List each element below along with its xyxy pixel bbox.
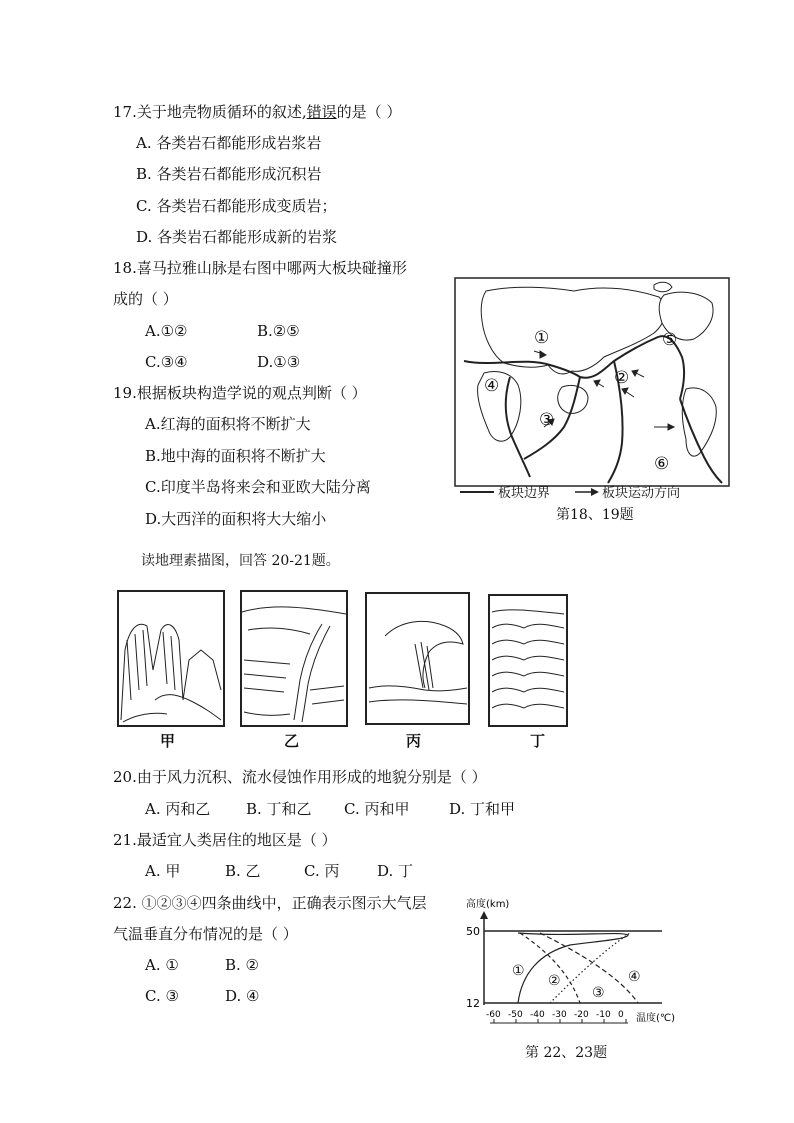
plate-tectonics-map bbox=[454, 277, 730, 487]
q17-stem-underlined: 错误 bbox=[306, 103, 337, 121]
x-tick-label: -20 bbox=[574, 1010, 589, 1020]
q17-option-d[interactable]: D. 各类岩石都能形成新的岩浆 bbox=[136, 228, 338, 246]
q18-option-b[interactable]: B.②⑤ bbox=[257, 322, 300, 340]
q22-stem-line2: 气温垂直分布情况的是（ ） bbox=[113, 925, 298, 943]
curve-label-1: ① bbox=[512, 963, 525, 979]
q20-option-a[interactable]: A. 丙和乙 bbox=[145, 800, 211, 818]
x-tick-label: -40 bbox=[530, 1010, 545, 1020]
q21-option-b[interactable]: B. 乙 bbox=[225, 862, 261, 880]
q21-option-a[interactable]: A. 甲 bbox=[145, 862, 181, 880]
sketch-label-yi: 乙 bbox=[284, 732, 300, 750]
map-legend-boundary: 板块边界 bbox=[498, 486, 551, 501]
curve-2 bbox=[520, 933, 580, 1003]
sketch-ding-image bbox=[488, 594, 568, 727]
map-legend-arrow-icon bbox=[575, 487, 599, 497]
q22-stem-line1: 22. ①②③④四条曲线中，正确表示图示大气层 bbox=[113, 894, 427, 912]
q18-option-d[interactable]: D.①③ bbox=[257, 353, 301, 371]
x-tick-label: 0 bbox=[618, 1010, 624, 1020]
q17-stem bbox=[113, 102, 401, 122]
map-caption: 第18、19题 bbox=[556, 507, 634, 523]
q19-option-c[interactable]: C.印度半岛将来会和亚欧大陆分离 bbox=[145, 478, 371, 496]
q19-option-d[interactable]: D.大西洋的面积将大大缩小 bbox=[145, 510, 327, 528]
q20-stem: 20.由于风力沉积、流水侵蚀作用形成的地貌分别是（ ） bbox=[113, 768, 487, 786]
plate-label: ① bbox=[534, 328, 550, 348]
sketch-label-jia: 甲 bbox=[160, 732, 176, 750]
q20-option-b[interactable]: B. 丁和乙 bbox=[246, 800, 312, 818]
chart-caption: 第 22、23题 bbox=[525, 1045, 608, 1061]
q22-option-c[interactable]: C. ③ bbox=[145, 987, 179, 1005]
q19-option-b[interactable]: B.地中海的面积将不断扩大 bbox=[145, 447, 326, 465]
x-tick-label: -30 bbox=[552, 1010, 567, 1020]
map-legend-motion: 板块运动方向 bbox=[602, 486, 681, 501]
q21-option-d[interactable]: D. 丁 bbox=[377, 862, 414, 880]
chart-y-title: 高度(km) bbox=[466, 899, 510, 910]
plate-label: ⑤ bbox=[662, 330, 678, 350]
curve-4 bbox=[540, 933, 638, 1003]
q20-option-c[interactable]: C. 丙和甲 bbox=[344, 800, 410, 818]
q22-option-a[interactable]: A. ① bbox=[145, 956, 179, 974]
q19-stem: 19.根据板块构造学说的观点判断（ ） bbox=[113, 384, 367, 402]
x-tick-label: -50 bbox=[508, 1010, 523, 1020]
map-legend-boundary-line-icon bbox=[460, 487, 494, 497]
chart-y-tick-12: 12 bbox=[466, 997, 480, 1010]
sketch-yi-image bbox=[240, 590, 348, 727]
q17-option-b[interactable]: B. 各类岩石都能形成沉积岩 bbox=[136, 165, 322, 183]
curve-label-3: ③ bbox=[592, 985, 605, 1001]
q21-option-c[interactable]: C. 丙 bbox=[304, 862, 340, 880]
curve-label-2: ② bbox=[548, 973, 561, 989]
q17-stem-part: 17.关于地壳物质循环的叙述, bbox=[113, 103, 307, 121]
chart-y-tick-50: 50 bbox=[466, 925, 480, 938]
plate-label: ⑥ bbox=[654, 454, 670, 474]
q18-stem-line1: 18.喜马拉雅山脉是右图中哪两大板块碰撞形 bbox=[113, 259, 407, 277]
q18-stem-line2: 成的（ ） bbox=[113, 290, 178, 308]
curve-label-4: ④ bbox=[628, 969, 641, 985]
plate-label: ② bbox=[614, 368, 630, 388]
sketch-intro: 读地理素描图，回答 20-21题。 bbox=[141, 553, 340, 569]
q21-stem: 21.最适宜人类居住的地区是（ ） bbox=[113, 831, 337, 849]
q22-option-d[interactable]: D. ④ bbox=[225, 987, 260, 1005]
sketch-label-ding: 丁 bbox=[530, 732, 546, 750]
x-tick-label: -60 bbox=[486, 1010, 501, 1020]
q18-option-a[interactable]: A.①② bbox=[145, 322, 188, 340]
x-tick-label: -10 bbox=[596, 1010, 611, 1020]
sketch-bing-image bbox=[365, 592, 470, 725]
chart-x-ticks bbox=[486, 1010, 626, 1023]
sketch-jia-image bbox=[117, 590, 225, 727]
plate-label: ③ bbox=[539, 410, 555, 430]
q17-option-c[interactable]: C. 各类岩石都能形成变质岩； bbox=[136, 197, 337, 215]
q18-option-c[interactable]: C.③④ bbox=[145, 353, 188, 371]
q20-option-d[interactable]: D. 丁和甲 bbox=[449, 800, 516, 818]
q17-option-a[interactable]: A. 各类岩石都能形成岩浆岩 bbox=[136, 134, 322, 152]
q22-option-b[interactable]: B. ② bbox=[225, 956, 260, 974]
q19-option-a[interactable]: A.红海的面积将不断扩大 bbox=[145, 415, 311, 433]
sketch-label-bing: 丙 bbox=[406, 732, 422, 750]
temperature-altitude-chart bbox=[460, 893, 710, 1033]
chart-x-title: 温度(℃) bbox=[636, 1013, 676, 1024]
plate-label: ④ bbox=[484, 376, 500, 396]
q17-stem-part: 的是（ ） bbox=[336, 103, 402, 121]
curve-3 bbox=[550, 933, 630, 1003]
